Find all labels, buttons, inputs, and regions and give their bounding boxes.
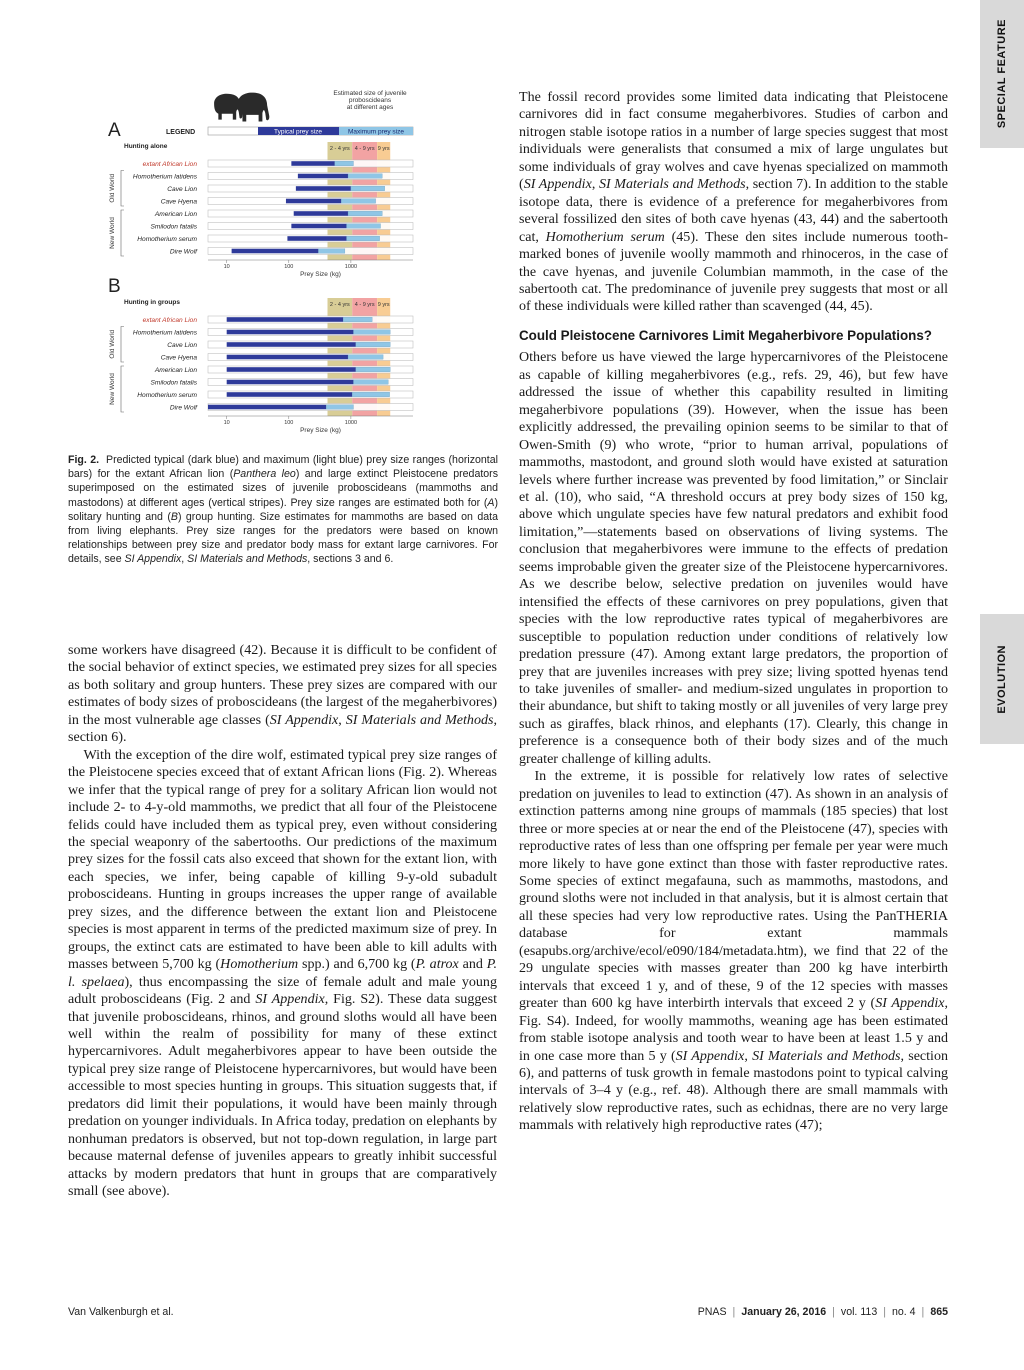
left-column xyxy=(68,642,497,1201)
region-bracket xyxy=(121,171,124,207)
maximum-prey-bar xyxy=(348,211,382,216)
left-paragraph-run: P. atrox xyxy=(415,956,459,973)
right-paragraph-run: , xyxy=(591,176,599,193)
caption-run: ) solitary hunting and ( xyxy=(68,496,498,523)
maximum-prey-bar xyxy=(348,174,382,179)
left-paragraph-run: SI Materials and Methods xyxy=(345,711,494,728)
right-column xyxy=(519,89,948,1135)
special-feature-label: SPECIAL FEATURE xyxy=(996,19,1008,129)
left-paragraph-run: , section 6). xyxy=(68,711,497,746)
age-band-label: 4 - 9 yrs xyxy=(354,302,375,308)
typical-prey-bar xyxy=(208,405,326,410)
panel-title: Hunting in groups xyxy=(124,299,180,306)
right-paragraph-1 xyxy=(519,89,948,316)
age-band-label: 9 yrs xyxy=(377,146,390,152)
region-label: Old World xyxy=(109,173,116,203)
typical-prey-bar xyxy=(291,161,334,166)
footer-separator: | xyxy=(732,1306,736,1318)
species-label: extant African Lion xyxy=(142,161,197,168)
legend-typical-text: Typical prey size xyxy=(273,128,323,136)
typical-prey-bar xyxy=(232,249,319,254)
maximum-prey-bar xyxy=(352,392,389,397)
evolution-tab xyxy=(980,614,1024,744)
right-paragraph-run: The fossil record provides some limited data indicating that Pleistocene carnivores did in fact consume megaherbivores. Studies of carbon and nitrogen stable isotope ratios in a number of large species suggest that most individuals were generalists that consumed a mix of large ungulates but some individuals of gray wolves and cave hyenas specialized on mammoth ( xyxy=(519,89,948,193)
maximum-prey-bar xyxy=(347,236,380,241)
species-label: Homotherium serum xyxy=(137,236,197,243)
x-axis-label: Prey Size (kg) xyxy=(300,271,341,278)
elephant-icon xyxy=(238,93,270,122)
figure-header-text: at different ages xyxy=(346,104,394,111)
maximum-prey-bar xyxy=(326,405,353,410)
maximum-prey-bar xyxy=(341,199,375,204)
region-label: New World xyxy=(109,373,116,405)
typical-prey-bar xyxy=(227,367,356,372)
maximum-prey-bar xyxy=(318,249,344,254)
region-bracket xyxy=(121,366,124,412)
footer-citation xyxy=(698,1306,948,1318)
special-feature-tab xyxy=(980,0,1024,148)
typical-prey-bar xyxy=(296,186,351,191)
typical-prey-bar xyxy=(227,355,348,360)
species-label: Cave Hyena xyxy=(160,198,197,206)
figure-2 xyxy=(68,86,498,446)
maximum-prey-bar xyxy=(356,367,390,372)
typical-prey-bar xyxy=(298,174,348,179)
typical-prey-bar xyxy=(287,236,346,241)
maximum-prey-bar xyxy=(347,224,381,229)
region-bracket xyxy=(121,327,124,363)
typical-prey-bar xyxy=(227,392,353,397)
x-tick-label: 10 xyxy=(223,264,230,270)
left-paragraph-run: Homotherium xyxy=(220,956,299,973)
caption-run: ) group hunting. Size estimates for mammoths are based on data from living elephants. Prey size ranges for the predators were based on known relationships between prey size and predator body mass for extant large carnivores. For details, see xyxy=(68,510,498,566)
species-label: Dire Wolf xyxy=(169,404,197,412)
caption-run: A xyxy=(487,496,495,509)
species-label: Dire Wolf xyxy=(169,248,197,256)
right-paragraph-run: In the extreme, it is possible for relatively low rates of selective predation on juveniles to lead to extinction (47). As shown in an analysis of extinction patterns among nine groups of mammals (185 species) that lost three or more species at or near the end of the Pleistocene (47), species with reproductive rates of less than one offspring per female per year were much more likely to have gone extinct than those with faster reproductive rates. Some species of extinct megafauna, such as mammoths, mastodons, and ground sloths were not included in that analysis, but it is almost certain that all these species had very low reproductive rates. Using the PanTHERIA database for extant mammals (esapubs.org/archive/ecol/e090/184/metadata.htm), we find that 22 of the 29 ungulate species with masses greater than 200 kg have interbirth intervals that exceed 1 y, and of these, 9 of the 12 species with masses greater than 600 kg have interbirth intervals that exceed 2 y ( xyxy=(519,768,948,1012)
caption-run: , sections 3 and 6. xyxy=(307,553,394,566)
right-paragraph-run: SI Appendix xyxy=(675,1047,745,1064)
right-paragraph-run: (45). These den sites include numerous tooth-marked bones of juvenile woolly mammoth and rhinoceros, in the case of the cave hyenas, and juvenile Columbian mammoth, in the case of the sabertooth cat. The predominance of juvenile prey suggests that most or all of these individuals were killed rather than scavenged (44, 45). xyxy=(519,228,948,315)
footer-page-number: 865 xyxy=(930,1306,948,1318)
right-paragraph-2 xyxy=(519,349,948,768)
figure-caption-text xyxy=(68,454,498,565)
species-label: extant African Lion xyxy=(142,317,197,324)
species-label: Cave Hyena xyxy=(160,354,197,362)
age-band-label: 9 yrs xyxy=(377,302,390,308)
panel-title: Hunting alone xyxy=(124,143,168,150)
figure-caption-label: Fig. 2. xyxy=(68,454,100,466)
legend-label: LEGEND xyxy=(166,129,196,136)
panel-b-letter: B xyxy=(108,276,121,297)
maximum-prey-bar xyxy=(351,186,385,191)
typical-prey-bar xyxy=(294,211,348,216)
figure-header-text: proboscideans xyxy=(348,97,392,104)
caption-run: Panthera leo xyxy=(233,468,296,481)
species-label: Homotherium serum xyxy=(137,392,197,399)
region-label: Old World xyxy=(109,329,116,359)
right-paragraph-run: SI Materials and Methods xyxy=(598,176,746,193)
section-heading: Could Pleistocene Carnivores Limit Megaherbivore Populations? xyxy=(519,327,932,343)
right-paragraph-run: SI Appendix xyxy=(875,995,945,1012)
right-paragraph-run: SI Materials and Methods xyxy=(752,1047,901,1064)
caption-run: Predicted typical (dark blue) and maximum (light blue) prey size ranges (horizontal bars) for the extant African lion ( xyxy=(68,454,498,481)
right-paragraph-run: , section 7). In addition to the stable isotope data, there is evidence of a preference for megaherbivores from several fossilized den sites of both cave hyenas (43, 44) and the sabertooth cat, xyxy=(519,176,949,245)
figure-header-text: Estimated size of juvenile xyxy=(333,90,407,97)
figure-2-chart xyxy=(68,86,498,446)
x-tick-label: 1000 xyxy=(344,264,358,270)
x-tick-label: 10 xyxy=(223,420,230,426)
left-paragraph-run: some workers have disagreed (42). Because it is difficult to be confident of the social behavior of extinct species, we estimated prey sizes for all species as both solitary and group hunters. These prey sizes are compared with our estimates of body sizes of proboscideans (the largest of the megaherbivores) in the most vulnerable age classes ( xyxy=(68,642,497,728)
panel-a-letter: A xyxy=(108,120,121,141)
maximum-prey-bar xyxy=(348,355,383,360)
species-label: Smilodon fatalis xyxy=(150,223,197,231)
maximum-prey-bar xyxy=(356,342,390,347)
typical-prey-bar xyxy=(227,330,354,335)
right-paragraph-run: , xyxy=(744,1047,753,1064)
right-paragraph-run: SI Appendix xyxy=(523,176,592,193)
age-band-label: 2 - 4 yrs xyxy=(329,146,350,152)
region-label: New World xyxy=(109,217,116,249)
legend-maximum-text: Maximum prey size xyxy=(348,128,404,136)
footer-separator: | xyxy=(883,1306,886,1318)
typical-prey-bar xyxy=(286,199,341,204)
species-label: Cave Lion xyxy=(167,342,197,349)
typical-prey-bar xyxy=(291,224,346,229)
maximum-prey-bar xyxy=(343,317,372,322)
footer-journal: PNAS xyxy=(697,1306,727,1318)
typical-prey-bar xyxy=(227,342,356,347)
caption-run: ) and large extinct Pleistocene predators superimposed on the estimated sizes of juvenile proboscideans (mammoths and mastodons) at different ages (vertical stripes). Prey size ranges are estimated both for ( xyxy=(68,468,499,509)
left-paragraph-run: , xyxy=(338,711,346,728)
species-label: Homotherium latidens xyxy=(132,173,197,181)
maximum-prey-bar xyxy=(353,330,390,335)
footer-issue: no. 4 xyxy=(891,1306,916,1318)
caption-run: SI Materials and Methods xyxy=(187,553,308,566)
species-label: American Lion xyxy=(154,211,197,218)
left-paragraph-run: and xyxy=(458,956,487,973)
right-paragraph-run: Homotherium serum xyxy=(545,228,665,245)
right-paragraph-run: Others before us have viewed the large hypercarnivores of the Pleistocene as capable of killing megaherbivores (e.g., refs. 29, 46), but few have addressed the issue of whether this capability resulted in limiting megaherbivore populations (39). However, when the issue has been explicitly addressed, the prevailing opinion seems to be similar to that of Owen-Smith (9) who wrote, “prior to human arrival, populations of mammoths, mastodont, and ground sloth would have existed at saturation levels where further increase was prevented by food limitation,” or Sinclair et al. (10), who said, “A threshold occurs at prey body sizes of 150 kg, above which ungulate species have few natural predators and exhibit food limitation,”—statements based on observations of living systems. The conclusion that megaherbivores were immune to the effects of predation seems improbable given the greater size of the Pleistocene hypercarnivores. As we describe below, selective predation on juveniles would have intensified the effects of these carnivores on prey populations, given that species with the low reproductive rates typical of megaherbivores are susceptible to population reduction under conditions of relatively low predation pressure (47). Among extant large predators, the proportion of prey that are juveniles increases with prey size; living spotted hyenas tend to take juveniles of smaller- and medium-sized ungulates in proportion to their abundance, but shift to taking mostly or all juveniles of very large prey such as giraffes, black rhinos, and elephants (17). Clearly, this change in preference is a consequence both of their body sizes and of the much greater challenge of killing adults. xyxy=(519,349,948,767)
evolution-label: EVOLUTION xyxy=(996,644,1008,714)
age-band-label: 4 - 9 yrs xyxy=(354,146,375,152)
figure-caption xyxy=(68,453,498,567)
region-bracket xyxy=(121,210,124,256)
typical-prey-bar xyxy=(227,380,354,385)
left-paragraph-run: P. l. spelaea xyxy=(68,956,497,990)
typical-prey-bar xyxy=(227,317,343,322)
right-paragraph-3 xyxy=(519,768,948,1135)
footer-volume: vol. 113 xyxy=(840,1306,878,1318)
right-paragraph-run: , section 6), and patterns of tusk growth in female mastodons point to typical calving intervals of 3–4 y (e.g., ref. 48). Although there are small mammals with relatively slow reproductive rates, such as echidnas, there are no very large mammals with relatively high reproductive rates (47); xyxy=(519,1047,949,1134)
species-label: Smilodon fatalis xyxy=(150,379,197,387)
left-paragraph-run: , Fig. S2). These data suggest that juvenile proboscideans, rhinos, and ground sloths would all have been well within the realm of possibility for many of these extinct hypercarnivores. Adult megaherbivores appear to have been outside the typical prey size range of Pleistocene hypercarnivores, but would have been accessible to most species hunting in groups. This situation suggests that, if predators did limit their populations, it would have been mainly through predation on younger individuals. In Africa today, predation on elephants by nonhuman predators is observed, but not top-down regulation, in large part because maternal defense of juveniles appears to greatly inhibit successful attacks by modern predators that hunt in groups that are comparatively small (see above). xyxy=(68,991,497,1200)
right-paragraph-run: , Fig. S4). Indeed, for woolly mammoths, weaning age has been estimated from stable isotope analysis and tooth wear to have been at least 1.5 y and in one case more than 5 y ( xyxy=(519,995,948,1064)
species-label: Homotherium latidens xyxy=(132,329,197,337)
caption-run: SI Appendix xyxy=(124,553,182,566)
footer-separator: | xyxy=(832,1306,835,1318)
left-paragraph-run: spp.) and 6,700 kg ( xyxy=(298,956,416,973)
left-paragraph-1 xyxy=(68,642,497,747)
footer-separator: | xyxy=(921,1306,925,1318)
left-paragraph-2 xyxy=(68,747,497,1201)
footer-date: January 26, 2016 xyxy=(741,1306,827,1318)
x-tick-label: 1000 xyxy=(344,420,358,426)
x-axis-label: Prey Size (kg) xyxy=(300,427,341,434)
caption-run: , xyxy=(181,553,188,566)
age-band-label: 2 - 4 yrs xyxy=(329,302,350,308)
left-paragraph-run: SI Appendix xyxy=(255,991,325,1008)
left-paragraph-run: SI Appendix xyxy=(269,711,339,728)
caption-run: B xyxy=(170,510,178,523)
maximum-prey-bar xyxy=(335,161,354,166)
species-label: Cave Lion xyxy=(167,186,197,193)
maximum-prey-bar xyxy=(353,380,388,385)
x-tick-label: 100 xyxy=(284,264,294,270)
species-label: American Lion xyxy=(154,367,197,374)
footer-authors: Van Valkenburgh et al. xyxy=(68,1306,174,1318)
left-paragraph-run: With the exception of the dire wolf, estimated typical prey size ranges of the Pleistocene species exceed that of extant African lions (Fig. 2). Whereas we infer that the typical range of prey for a solitary African lion would not include 2- to 4-y-old mammoths, we predict that all four of the Pleistocene felids could have included them as typical prey, even without considering the special weaponry of the sabertooths. Our predictions of the maximum prey sizes for the fossil cats also exceed that shown for the extant lion, with each species, we infer, being capable of killing 9-y-old subadult proboscideans. Hunting in groups increases the upper range of available prey sizes, and the difference between the extant lion and Pleistocene species is most apparent in terms of the predicted maximum size of prey. In groups, the extinct cats are estimated to have been able to kill adults with masses between 5,700 kg ( xyxy=(68,746,497,973)
x-tick-label: 100 xyxy=(284,420,294,426)
left-paragraph-run: ), thus encompassing the size of female adult and male young adult proboscideans (Fig. 2 and xyxy=(68,973,497,1008)
